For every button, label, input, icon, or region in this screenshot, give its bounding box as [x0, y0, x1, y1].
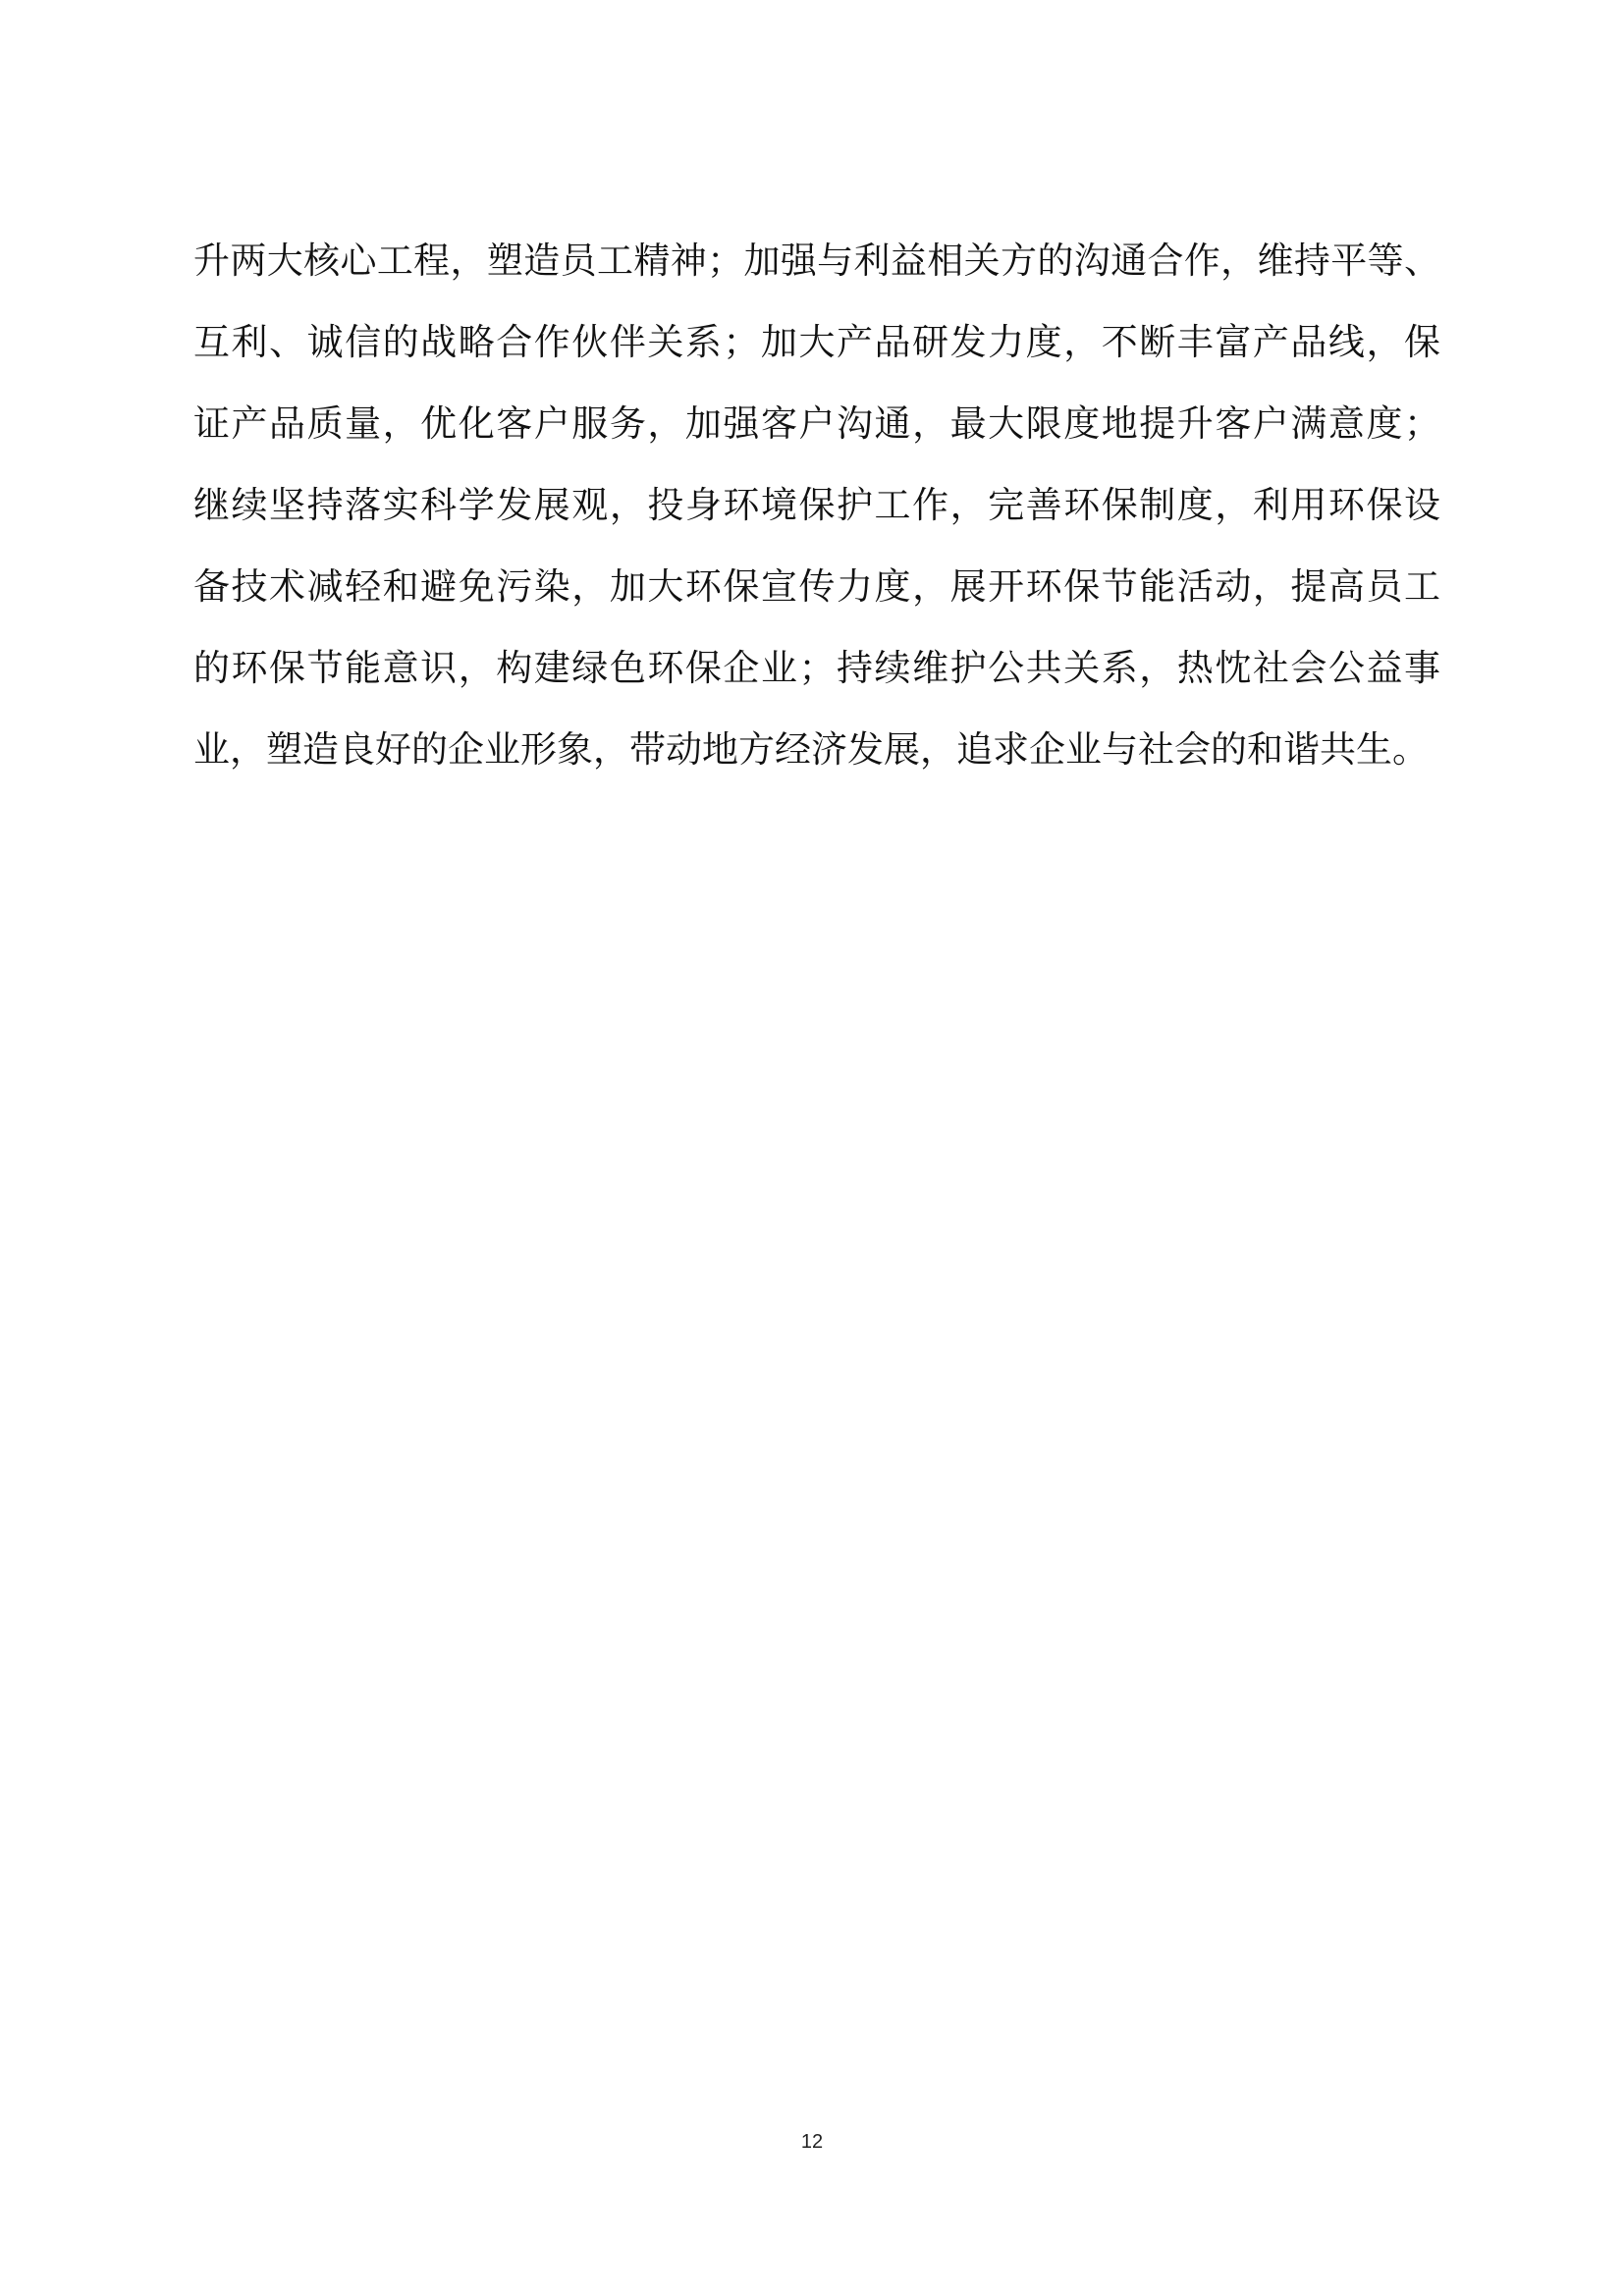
paragraph-line: 的环保节能意识，构建绿色环保企业；持续维护公共关系，热忱社会公益事	[193, 647, 1440, 689]
paragraph-line: 业，塑造良好的企业形象，带动地方经济发展，追求企业与社会的和谐共生。	[193, 728, 1429, 771]
paragraph-line: 升两大核心工程，塑造员工精神；加强与利益相关方的沟通合作，维持平等、	[193, 240, 1440, 282]
paragraph-line: 互利、诚信的战略合作伙伴关系；加大产品研发力度，不断丰富产品线，保	[193, 321, 1440, 363]
paragraph-line: 备技术减轻和避免污染，加大环保宣传力度，展开环保节能活动，提高员工	[193, 565, 1440, 608]
paragraph-line: 继续坚持落实科学发展观，投身环境保护工作，完善环保制度，利用环保设	[193, 484, 1440, 526]
paragraph-line: 证产品质量，优化客户服务，加强客户沟通，最大限度地提升客户满意度；	[193, 402, 1440, 445]
page-number: 12	[800, 2131, 824, 2153]
body-paragraph	[193, 220, 1440, 790]
